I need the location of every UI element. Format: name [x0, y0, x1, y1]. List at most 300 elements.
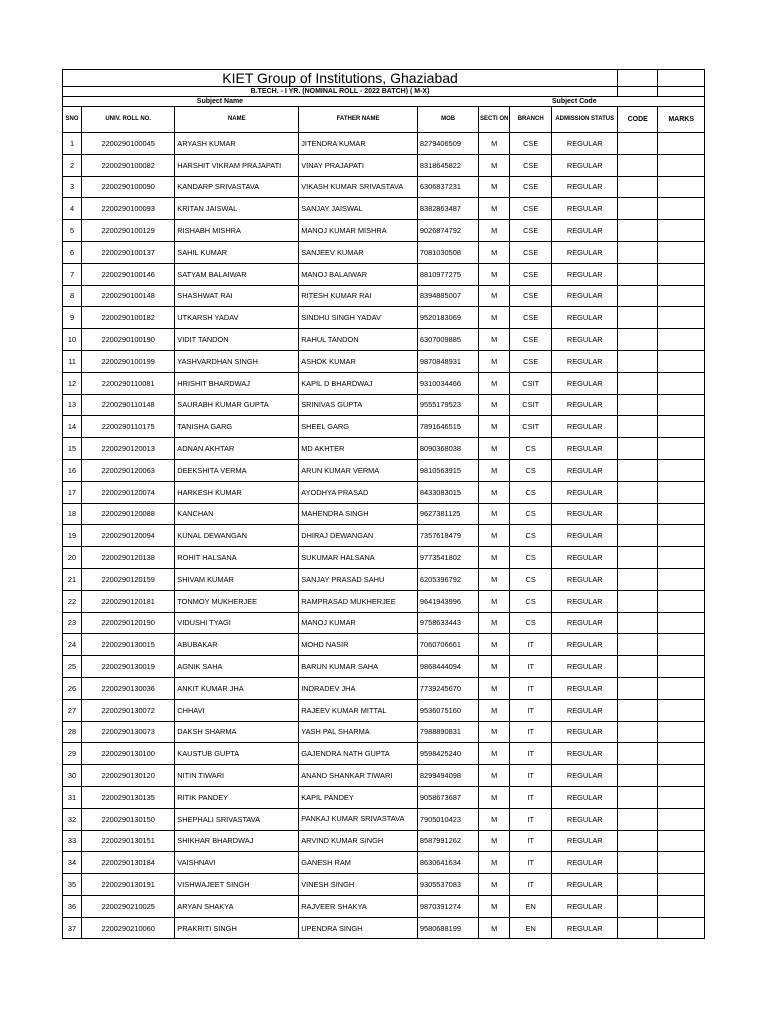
cell-name: VAISHNAVI — [175, 852, 299, 874]
cell-roll: 2200290130151 — [82, 830, 175, 852]
cell-branch: IT — [510, 743, 552, 765]
cell-mob: 7905010423 — [417, 808, 478, 830]
cell-sno: 3 — [63, 176, 82, 198]
cell-roll: 2200290120190 — [82, 612, 175, 634]
cell-code[interactable] — [618, 438, 658, 460]
col-section: SECTI ON — [479, 107, 510, 133]
cell-name: ADNAN AKHTAR — [175, 438, 299, 460]
cell-code[interactable] — [618, 307, 658, 329]
cell-father: RITESH KUMAR RAI — [299, 285, 418, 307]
cell-mob: 7060706661 — [417, 634, 478, 656]
cell-code[interactable] — [618, 612, 658, 634]
cell-branch: CS — [510, 481, 552, 503]
cell-marks[interactable] — [658, 503, 705, 525]
cell-father: ANAND SHANKAR TIWARI — [299, 765, 418, 787]
cell-code[interactable] — [618, 852, 658, 874]
cell-father: AYODHYA PRASAD — [299, 481, 418, 503]
cell-father: SANJAY JAISWAL — [299, 198, 418, 220]
cell-marks[interactable] — [658, 699, 705, 721]
cell-section: M — [479, 220, 510, 242]
cell-roll: 2200290130100 — [82, 743, 175, 765]
cell-branch: IT — [510, 677, 552, 699]
cell-branch: CS — [510, 568, 552, 590]
cell-name: KUNAL DEWANGAN — [175, 525, 299, 547]
cell-mob: 7739245670 — [417, 677, 478, 699]
cell-marks[interactable] — [658, 438, 705, 460]
cell-code[interactable] — [618, 198, 658, 220]
cell-marks[interactable] — [658, 176, 705, 198]
cell-section: M — [479, 721, 510, 743]
table-row — [63, 699, 705, 721]
cell-father: BARUN KUMAR SAHA — [299, 656, 418, 678]
cell-marks[interactable] — [658, 198, 705, 220]
cell-code[interactable] — [618, 503, 658, 525]
cell-section: M — [479, 154, 510, 176]
cell-status: REGULAR — [552, 241, 618, 263]
cell-sno: 26 — [63, 677, 82, 699]
cell-status: REGULAR — [552, 677, 618, 699]
cell-sno: 32 — [63, 808, 82, 830]
cell-sno: 1 — [63, 133, 82, 155]
cell-marks[interactable] — [658, 241, 705, 263]
cell-mob: 7081030508 — [417, 241, 478, 263]
cell-branch: EN — [510, 917, 552, 939]
cell-marks[interactable] — [658, 481, 705, 503]
cell-section: M — [479, 699, 510, 721]
cell-branch: IT — [510, 634, 552, 656]
cell-father: RAHUL TANDON — [299, 329, 418, 351]
cell-branch: CSE — [510, 154, 552, 176]
table-row — [63, 372, 705, 394]
cell-name: RITIK PANDEY — [175, 786, 299, 808]
cell-mob: 9555179523 — [417, 394, 478, 416]
cell-sno: 19 — [63, 525, 82, 547]
cell-roll: 2200290130191 — [82, 874, 175, 896]
cell-section: M — [479, 307, 510, 329]
cell-mob: 9773541802 — [417, 547, 478, 569]
table-row — [63, 176, 705, 198]
col-roll: UNIV. ROLL NO. — [82, 107, 175, 133]
cell-sno: 11 — [63, 350, 82, 372]
cell-branch: CSIT — [510, 372, 552, 394]
cell-marks[interactable] — [658, 677, 705, 699]
cell-section: M — [479, 285, 510, 307]
col-mob: MOB — [417, 107, 478, 133]
table-row — [63, 743, 705, 765]
cell-status: REGULAR — [552, 285, 618, 307]
cell-sno: 22 — [63, 590, 82, 612]
table-row — [63, 503, 705, 525]
cell-branch: IT — [510, 830, 552, 852]
cell-code[interactable] — [618, 547, 658, 569]
cell-status: REGULAR — [552, 590, 618, 612]
cell-name: RISHABH MISHRA — [175, 220, 299, 242]
cell-name: HRISHIT BHARDWAJ — [175, 372, 299, 394]
cell-code[interactable] — [618, 590, 658, 612]
cell-marks[interactable] — [658, 307, 705, 329]
cell-section: M — [479, 808, 510, 830]
table-row — [63, 721, 705, 743]
cell-marks[interactable] — [658, 874, 705, 896]
cell-marks[interactable] — [658, 917, 705, 939]
cell-sno: 18 — [63, 503, 82, 525]
cell-roll: 2200290100182 — [82, 307, 175, 329]
cell-section: M — [479, 438, 510, 460]
cell-marks[interactable] — [658, 568, 705, 590]
cell-name: KANDARP SRIVASTAVA — [175, 176, 299, 198]
cell-name: SATYAM BALAIWAR — [175, 263, 299, 285]
cell-code[interactable] — [618, 416, 658, 438]
cell-name: VISHWAJEET SINGH — [175, 874, 299, 896]
cell-section: M — [479, 677, 510, 699]
cell-marks[interactable] — [658, 525, 705, 547]
cell-father: MOHD NASIR — [299, 634, 418, 656]
cell-code[interactable] — [618, 895, 658, 917]
cell-father: INDRADEV JHA — [299, 677, 418, 699]
cell-branch: CSE — [510, 350, 552, 372]
cell-sno: 29 — [63, 743, 82, 765]
cell-sno: 36 — [63, 895, 82, 917]
cell-code[interactable] — [618, 830, 658, 852]
cell-section: M — [479, 394, 510, 416]
cell-roll: 2200290130019 — [82, 656, 175, 678]
cell-sno: 37 — [63, 917, 82, 939]
cell-section: M — [479, 830, 510, 852]
cell-code[interactable] — [618, 394, 658, 416]
cell-father: SINDHU SINGH YADAV — [299, 307, 418, 329]
cell-section: M — [479, 329, 510, 351]
cell-father: MAHENDRA SINGH — [299, 503, 418, 525]
cell-mob: 9641943996 — [417, 590, 478, 612]
table-row — [63, 568, 705, 590]
cell-status: REGULAR — [552, 852, 618, 874]
cell-branch: CS — [510, 547, 552, 569]
cell-marks[interactable] — [658, 416, 705, 438]
cell-code[interactable] — [618, 634, 658, 656]
cell-sno: 9 — [63, 307, 82, 329]
cell-code[interactable] — [618, 786, 658, 808]
cell-code[interactable] — [618, 808, 658, 830]
cell-mob: 9058673687 — [417, 786, 478, 808]
cell-marks[interactable] — [658, 656, 705, 678]
table-row — [63, 634, 705, 656]
cell-section: M — [479, 852, 510, 874]
nominal-roll-table — [62, 69, 705, 939]
cell-branch: CS — [510, 612, 552, 634]
cell-code[interactable] — [618, 285, 658, 307]
cell-mob: 7891646515 — [417, 416, 478, 438]
cell-branch: IT — [510, 699, 552, 721]
cell-name: SHIVAM KUMAR — [175, 568, 299, 590]
cell-roll: 2200290130015 — [82, 634, 175, 656]
cell-marks[interactable] — [658, 263, 705, 285]
cell-father: MD AKHTER — [299, 438, 418, 460]
table-row — [63, 808, 705, 830]
cell-status: REGULAR — [552, 154, 618, 176]
cell-branch: CSE — [510, 307, 552, 329]
cell-marks[interactable] — [658, 220, 705, 242]
cell-roll: 2200290120159 — [82, 568, 175, 590]
cell-father: KAPIL D BHARDWAJ — [299, 372, 418, 394]
cell-code[interactable] — [618, 699, 658, 721]
cell-code[interactable] — [618, 874, 658, 896]
table-row — [63, 830, 705, 852]
cell-status: REGULAR — [552, 568, 618, 590]
table-row — [63, 220, 705, 242]
cell-sno: 14 — [63, 416, 82, 438]
cell-status: REGULAR — [552, 459, 618, 481]
col-admission: ADMISSION STATUS — [552, 107, 618, 133]
cell-status: REGULAR — [552, 634, 618, 656]
cell-name: VIDUSHI TYAGI — [175, 612, 299, 634]
cell-mob: 8433083015 — [417, 481, 478, 503]
cell-father: SHEEL GARG — [299, 416, 418, 438]
cell-father: MANOJ KUMAR — [299, 612, 418, 634]
cell-code[interactable] — [618, 176, 658, 198]
cell-roll: 2200290100190 — [82, 329, 175, 351]
cell-mob: 8382863487 — [417, 198, 478, 220]
cell-branch: CS — [510, 590, 552, 612]
col-marks: MARKS — [658, 107, 705, 133]
cell-name: KAUSTUB GUPTA — [175, 743, 299, 765]
cell-code[interactable] — [618, 525, 658, 547]
cell-section: M — [479, 743, 510, 765]
cell-marks[interactable] — [658, 590, 705, 612]
col-sno: SNO — [63, 107, 82, 133]
cell-name: ARYAN SHAKYA — [175, 895, 299, 917]
cell-sno: 10 — [63, 329, 82, 351]
cell-mob: 9870391274 — [417, 895, 478, 917]
cell-sno: 5 — [63, 220, 82, 242]
cell-roll: 2200290110081 — [82, 372, 175, 394]
cell-sno: 21 — [63, 568, 82, 590]
cell-status: REGULAR — [552, 263, 618, 285]
cell-sno: 24 — [63, 634, 82, 656]
cell-code[interactable] — [618, 917, 658, 939]
cell-status: REGULAR — [552, 198, 618, 220]
cell-roll: 2200290120074 — [82, 481, 175, 503]
cell-marks[interactable] — [658, 721, 705, 743]
cell-code[interactable] — [618, 765, 658, 787]
cell-code[interactable] — [618, 241, 658, 263]
cell-sno: 16 — [63, 459, 82, 481]
cell-sno: 13 — [63, 394, 82, 416]
cell-branch: IT — [510, 656, 552, 678]
cell-father: SANJAY PRASAD SAHU — [299, 568, 418, 590]
cell-father: ASHOK KUMAR — [299, 350, 418, 372]
column-header-row — [63, 107, 705, 133]
cell-father: GAJENDRA NATH GUPTA — [299, 743, 418, 765]
cell-code[interactable] — [618, 263, 658, 285]
cell-code[interactable] — [618, 677, 658, 699]
table-row — [63, 612, 705, 634]
cell-status: REGULAR — [552, 525, 618, 547]
cell-marks[interactable] — [658, 634, 705, 656]
cell-sno: 35 — [63, 874, 82, 896]
cell-status: REGULAR — [552, 350, 618, 372]
table-row — [63, 852, 705, 874]
cell-name: AGNIK SAHA — [175, 656, 299, 678]
cell-section: M — [479, 874, 510, 896]
cell-roll: 2200290100146 — [82, 263, 175, 285]
table-row — [63, 765, 705, 787]
table-row — [63, 350, 705, 372]
cell-name: KANCHAN — [175, 503, 299, 525]
cell-status: REGULAR — [552, 830, 618, 852]
cell-roll: 2200290120138 — [82, 547, 175, 569]
institution-title: KIET Group of Institutions, Ghaziabad — [63, 70, 618, 87]
cell-code[interactable] — [618, 372, 658, 394]
cell-mob: 9758633443 — [417, 612, 478, 634]
cell-code[interactable] — [618, 568, 658, 590]
cell-sno: 28 — [63, 721, 82, 743]
cell-marks[interactable] — [658, 329, 705, 351]
cell-roll: 2200290120088 — [82, 503, 175, 525]
cell-name: SHASHWAT RAI — [175, 285, 299, 307]
cell-marks[interactable] — [658, 459, 705, 481]
cell-branch: CS — [510, 438, 552, 460]
cell-sno: 27 — [63, 699, 82, 721]
cell-mob: 6307009885 — [417, 329, 478, 351]
cell-branch: IT — [510, 721, 552, 743]
table-row — [63, 198, 705, 220]
cell-section: M — [479, 917, 510, 939]
cell-name: ROHIT HALSANA — [175, 547, 299, 569]
subtitle-row — [63, 87, 705, 97]
cell-mob: 6306837231 — [417, 176, 478, 198]
cell-status: REGULAR — [552, 481, 618, 503]
cell-branch: CSE — [510, 329, 552, 351]
cell-sno: 12 — [63, 372, 82, 394]
cell-code[interactable] — [618, 721, 658, 743]
cell-status: REGULAR — [552, 917, 618, 939]
cell-roll: 2200290120063 — [82, 459, 175, 481]
cell-marks[interactable] — [658, 133, 705, 155]
cell-status: REGULAR — [552, 133, 618, 155]
title-row — [63, 70, 705, 87]
cell-code[interactable] — [618, 743, 658, 765]
cell-name: DAKSH SHARMA — [175, 721, 299, 743]
cell-status: REGULAR — [552, 438, 618, 460]
cell-sno: 7 — [63, 263, 82, 285]
cell-branch: IT — [510, 808, 552, 830]
cell-sno: 30 — [63, 765, 82, 787]
cell-status: REGULAR — [552, 503, 618, 525]
cell-code[interactable] — [618, 329, 658, 351]
cell-code[interactable] — [618, 350, 658, 372]
cell-marks[interactable] — [658, 285, 705, 307]
table-row — [63, 416, 705, 438]
cell-father: MANOJ BALAIWAR — [299, 263, 418, 285]
cell-section: M — [479, 198, 510, 220]
table-row — [63, 547, 705, 569]
cell-name: SAHIL KUMAR — [175, 241, 299, 263]
cell-mob: 9580688199 — [417, 917, 478, 939]
table-row — [63, 874, 705, 896]
cell-mob: 8810977275 — [417, 263, 478, 285]
cell-marks[interactable] — [658, 372, 705, 394]
cell-code[interactable] — [618, 656, 658, 678]
cell-mob: 9305537083 — [417, 874, 478, 896]
cell-sno: 33 — [63, 830, 82, 852]
cell-marks[interactable] — [658, 547, 705, 569]
cell-name: DEEKSHITA VERMA — [175, 459, 299, 481]
cell-roll: 2200290130072 — [82, 699, 175, 721]
cell-marks[interactable] — [658, 786, 705, 808]
table-row — [63, 459, 705, 481]
cell-sno: 31 — [63, 786, 82, 808]
cell-roll: 2200290210025 — [82, 895, 175, 917]
cell-roll: 2200290130135 — [82, 786, 175, 808]
cell-father: MANOJ KUMAR MISHRA — [299, 220, 418, 242]
cell-sno: 6 — [63, 241, 82, 263]
cell-father: RAJEEV KUMAR MITTAL — [299, 699, 418, 721]
cell-sno: 34 — [63, 852, 82, 874]
cell-mob: 8630641634 — [417, 852, 478, 874]
cell-roll: 2200290210060 — [82, 917, 175, 939]
cell-name: SHIKHAR BHARDWAJ — [175, 830, 299, 852]
cell-branch: CSE — [510, 176, 552, 198]
cell-section: M — [479, 786, 510, 808]
cell-mob: 9870848931 — [417, 350, 478, 372]
cell-marks[interactable] — [658, 830, 705, 852]
cell-marks[interactable] — [658, 612, 705, 634]
cell-code[interactable] — [618, 154, 658, 176]
cell-code[interactable] — [618, 481, 658, 503]
table-row — [63, 133, 705, 155]
col-branch: BRANCH — [510, 107, 552, 133]
cell-code[interactable] — [618, 220, 658, 242]
cell-name: UTKARSH YADAV — [175, 307, 299, 329]
cell-roll: 2200290100082 — [82, 154, 175, 176]
cell-marks[interactable] — [658, 852, 705, 874]
cell-section: M — [479, 481, 510, 503]
cell-father: RAJVEER SHAKYA — [299, 895, 418, 917]
cell-marks[interactable] — [658, 394, 705, 416]
cell-marks[interactable] — [658, 895, 705, 917]
cell-section: M — [479, 590, 510, 612]
cell-branch: CSE — [510, 198, 552, 220]
batch-subtitle: B.TECH. - I YR. (NOMINAL ROLL - 2022 BATCH) ( M-X) — [63, 87, 618, 97]
cell-marks[interactable] — [658, 154, 705, 176]
cell-name: CHHAVI — [175, 699, 299, 721]
cell-marks[interactable] — [658, 743, 705, 765]
cell-mob: 7357618479 — [417, 525, 478, 547]
cell-marks[interactable] — [658, 808, 705, 830]
cell-roll: 2200290100090 — [82, 176, 175, 198]
cell-marks[interactable] — [658, 765, 705, 787]
table-row — [63, 438, 705, 460]
table-row — [63, 677, 705, 699]
cell-name: HARSHIT VIKRAM PRAJAPATI — [175, 154, 299, 176]
cell-status: REGULAR — [552, 765, 618, 787]
cell-father: SANJEEV KUMAR — [299, 241, 418, 263]
cell-father: YASH PAL SHARMA — [299, 721, 418, 743]
cell-father: SRINIVAS GUPTA — [299, 394, 418, 416]
cell-section: M — [479, 895, 510, 917]
cell-status: REGULAR — [552, 874, 618, 896]
cell-status: REGULAR — [552, 721, 618, 743]
cell-mob: 9026874792 — [417, 220, 478, 242]
cell-marks[interactable] — [658, 350, 705, 372]
cell-code[interactable] — [618, 133, 658, 155]
cell-roll: 2200290130120 — [82, 765, 175, 787]
cell-code[interactable] — [618, 459, 658, 481]
cell-father: VIKASH KUMAR SRIVASTAVA — [299, 176, 418, 198]
cell-status: REGULAR — [552, 656, 618, 678]
cell-name: HARKESH KUMAR — [175, 481, 299, 503]
cell-name: VIDIT TANDON — [175, 329, 299, 351]
